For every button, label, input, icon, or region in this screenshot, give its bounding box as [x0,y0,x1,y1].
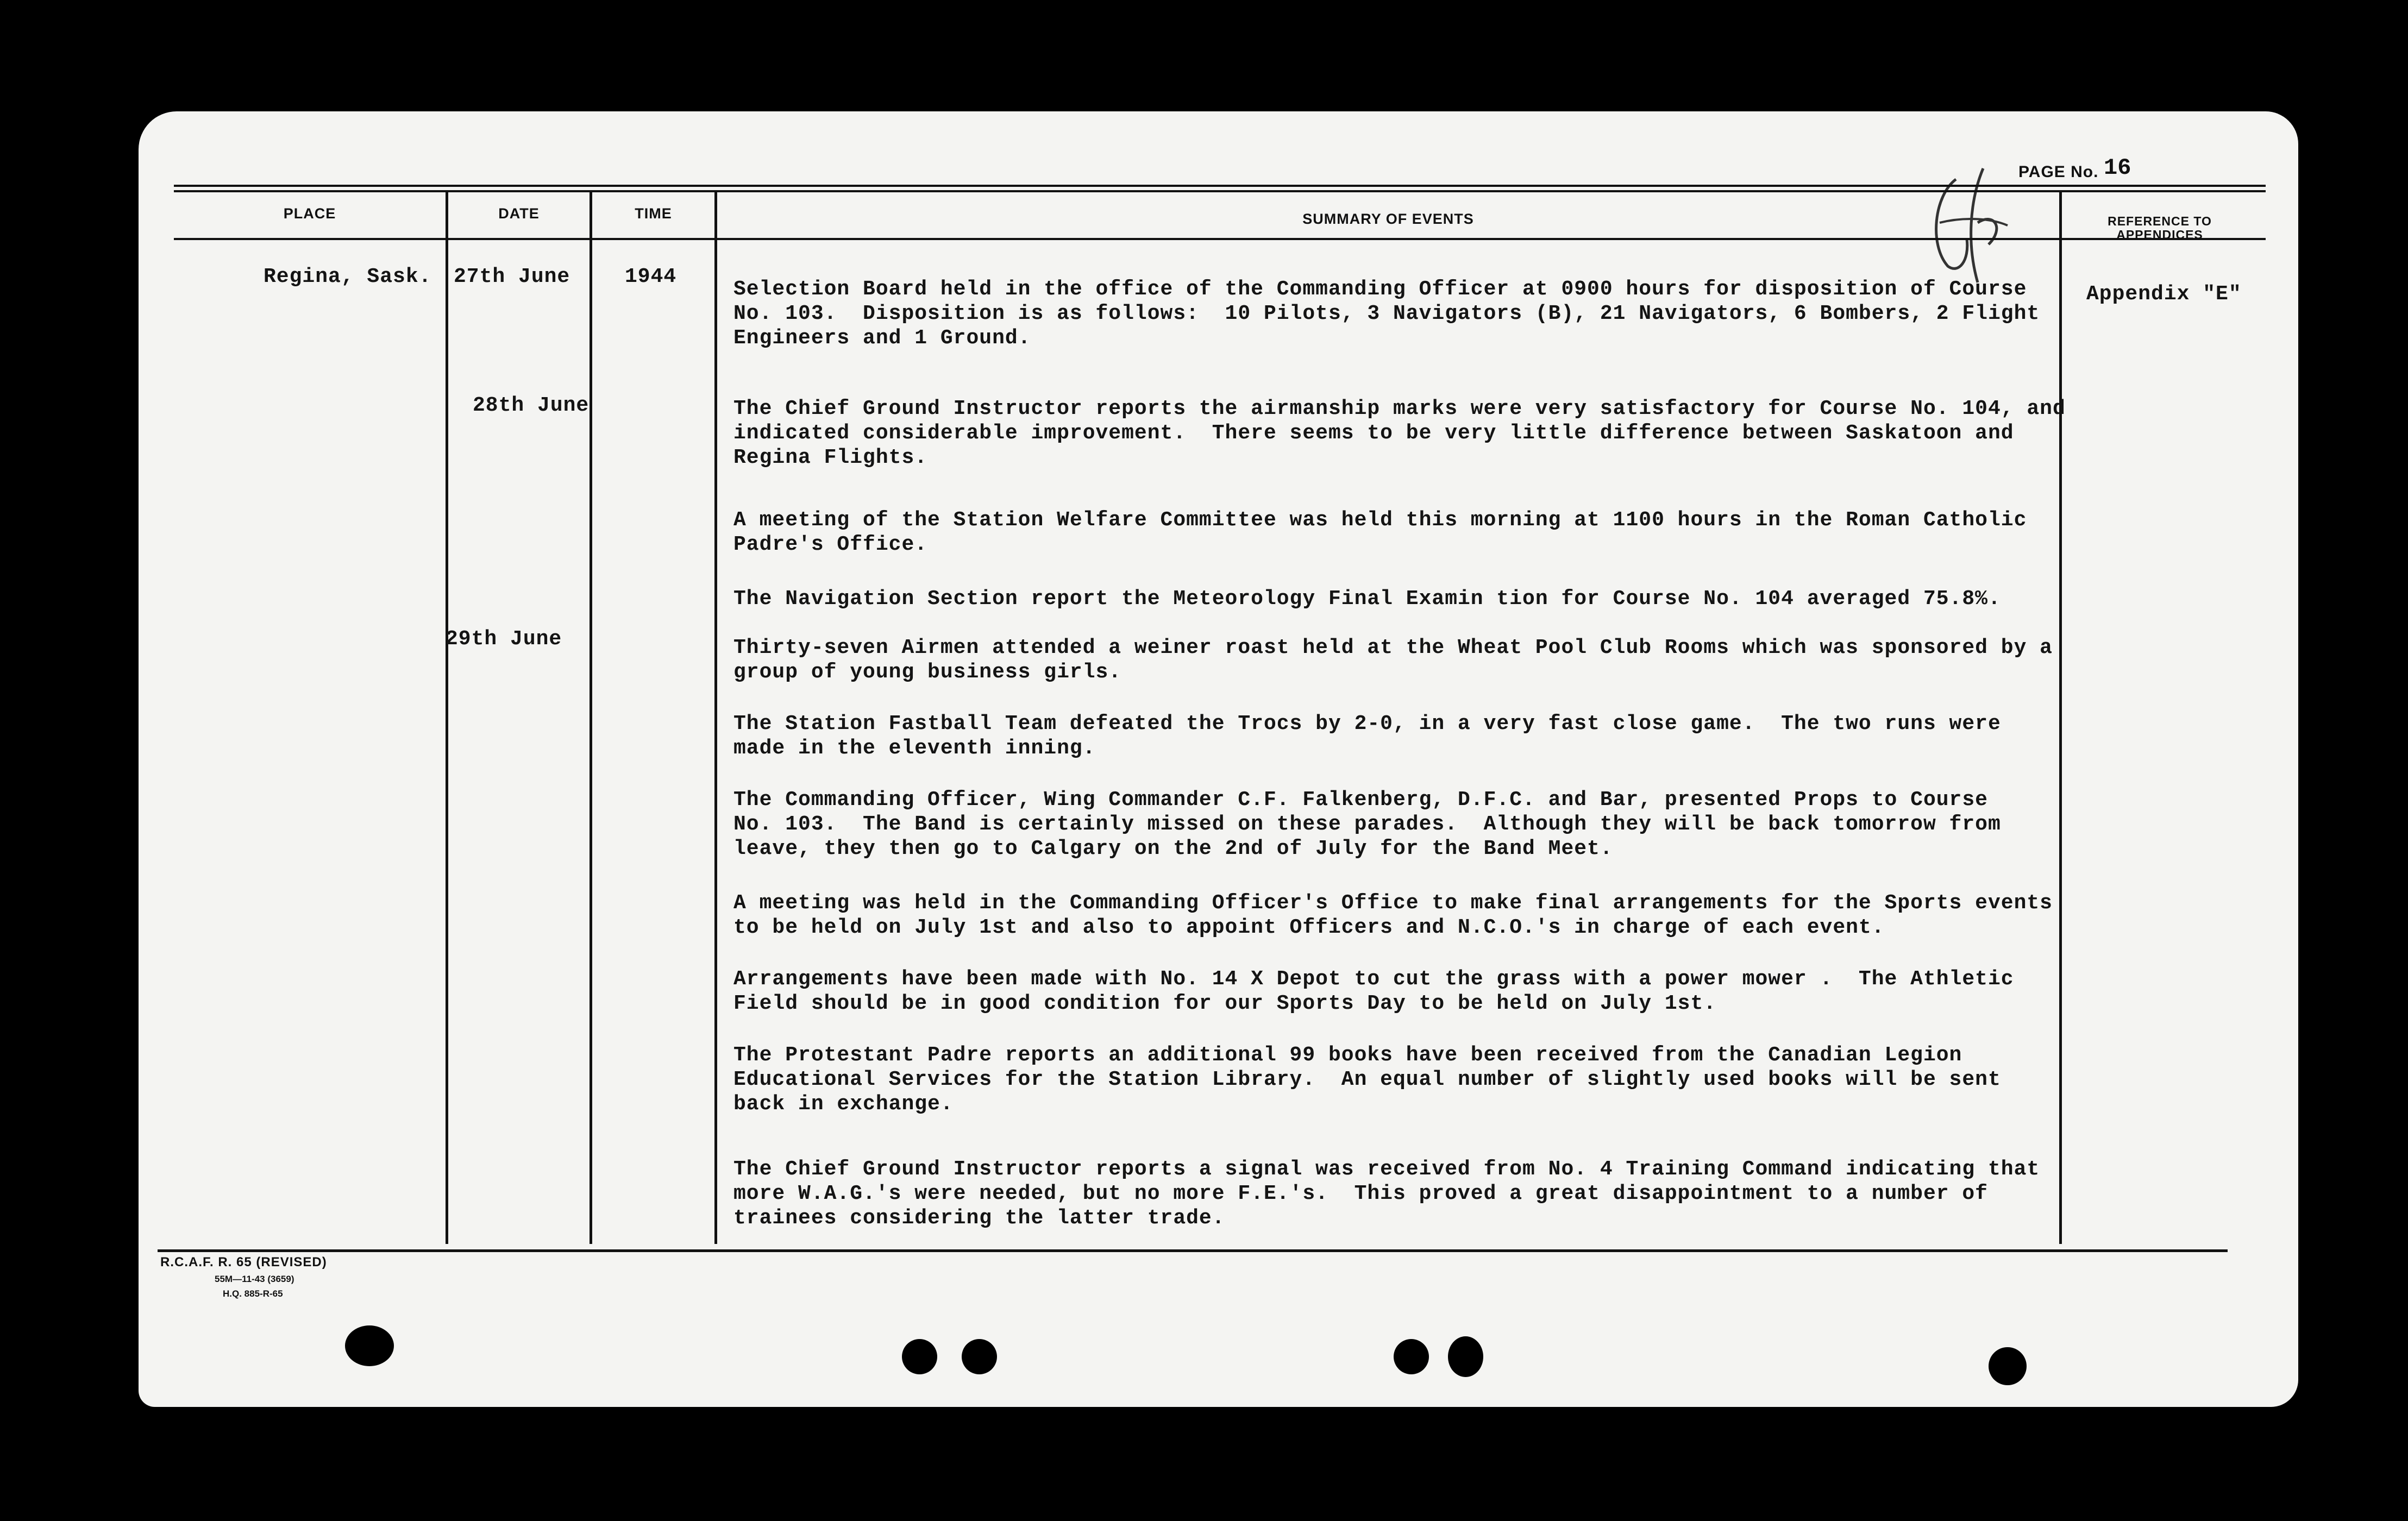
entry-grass-cutting: Arrangements have been made with No. 14 X Depot to cut the grass with a power mower . The Athletic Field should be in good condition for our Sports Day to be held on July 1st. [733,967,2014,1015]
column-divider-time [714,190,717,1244]
page-number-label: PAGE No. [2018,163,2099,181]
entry-sports-meeting: A meeting was held in the Commanding Officer's Office to make final arrangements for the Sports events to be held on July 1st and also to appoint Officers and N.C.O.'s in charge of each event. [733,891,2053,939]
header-bottom-rule [174,238,2266,240]
entry-props-presentation: The Commanding Officer, Wing Commander C.F. Falkenberg, D.F.C. and Bar, presented Props to Course No. 103. The Band is certainly missed on these parades. Although they will be back tomorrow from leave, they then go to Calgary on the 2nd of July for the Band Meet. [733,788,2001,860]
column-divider-date [590,190,592,1244]
hq-code: H.Q. 885-R-65 [223,1289,283,1299]
entry-training-command: The Chief Ground Instructor reports a signal was received from No. 4 Training Command indicating that more W.A.G.'s were needed, but no more F.E.'s. This proved a great disappointment to a number of trainees considering the latter trade. [733,1158,2040,1230]
entry-airmanship-marks: The Chief Ground Instructor reports the airmanship marks were very satisfactory for Course No. 104, and indicated considerable improvement. There seems to be very little difference between Saskatoon and Regina Flights. [733,397,2066,469]
date-29-june: 29th June [446,627,562,651]
place-cell: Regina, Sask. [264,265,432,288]
punch-hole [1448,1336,1483,1377]
time-cell: 1944 [625,265,677,288]
punch-hole [1989,1347,2027,1385]
punch-hole [962,1339,997,1374]
header-summary: SUMMARY OF EVENTS [1302,211,1474,227]
entry-library-books: The Protestant Padre reports an additional 99 books have been received from the Canadian Legion Educational Services for the Station Library. An equal number of slightly used books will be sent back in exchange. [733,1044,2001,1116]
table-top-rule-2 [174,190,2266,192]
date-27-june: 27th June [454,265,570,288]
page-number: 16 [2104,155,2131,181]
date-28-june: 28th June [473,394,590,417]
punch-hole [902,1339,937,1374]
header-place: PLACE [283,205,336,222]
table-bottom-rule [158,1249,2228,1252]
column-divider-place [446,190,448,1244]
header-reference: REFERENCE TO APPENDICES [2108,214,2212,242]
table-top-rule [174,185,2266,187]
entry-selection-board: Selection Board held in the office of the Commanding Officer at 0900 hours for disposition of Course No. 103. Disposition is as follows: 10 Pilots, 3 Navigators (B), 21 Navigators, 6 Bombers, 2 Flight Engineers and 1 Ground. [733,278,2040,350]
punch-hole [345,1325,394,1366]
entry-navigation-exam: The Navigation Section report the Meteorology Final Examin tion for Course No. 104 averaged 75.8%. [733,587,2001,611]
appendix-reference: Appendix "E" [2086,282,2242,306]
header-date: DATE [498,205,540,222]
entry-weiner-roast: Thirty-seven Airmen attended a weiner roast held at the Wheat Pool Club Rooms which was sponsored by a group of young business girls. [733,636,2053,684]
header-time: TIME [635,205,672,222]
entry-fastball: The Station Fastball Team defeated the Trocs by 2-0, in a very fast close game. The two runs were made in the eleventh inning. [733,712,2001,760]
print-code: 55M—11-43 (3659) [215,1274,294,1284]
entry-welfare-committee: A meeting of the Station Welfare Committee was held this morning at 1100 hours in the Roman Catholic Padre's Office. [733,508,2027,556]
form-number: R.C.A.F. R. 65 (REVISED) [160,1255,327,1269]
punch-hole [1394,1339,1429,1374]
